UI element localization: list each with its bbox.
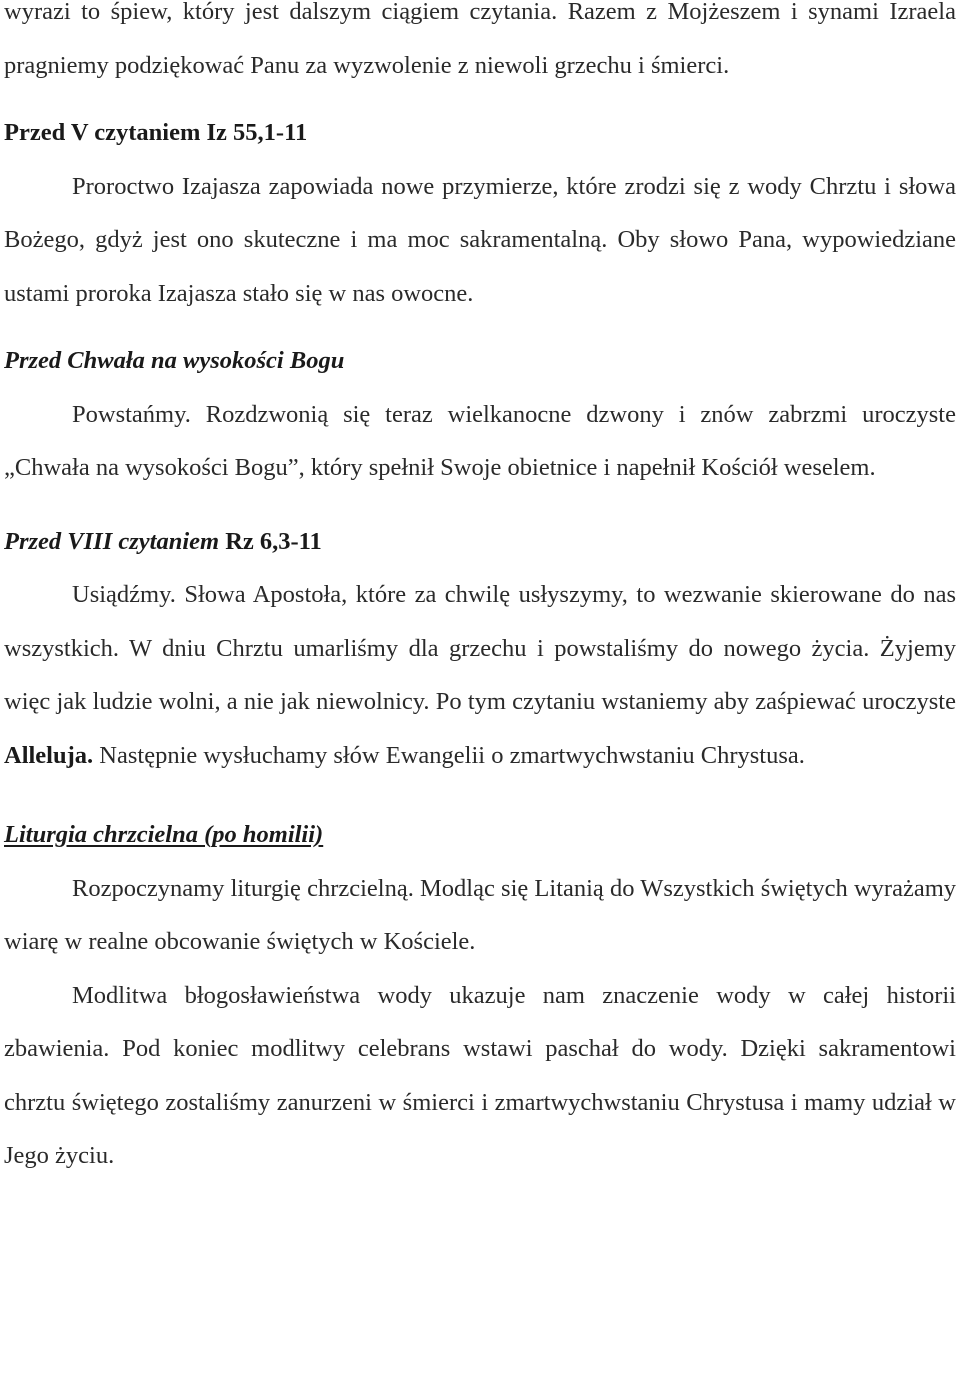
document-page xyxy=(4,0,956,1183)
reading-8-body-end: Następnie wysłuchamy słów Ewangelii o zmartwychwstaniu Chrystusa. xyxy=(93,741,805,769)
baptismal-paragraph-1: Rozpoczynamy liturgię chrzcielną. Modląc się Litanią do Wszystkich świętych wyrażamy wiarę w realne obcowanie świętych w Kościele. xyxy=(4,874,956,955)
reading-8-heading-ref: Rz 6,3-11 xyxy=(219,527,322,555)
baptismal-liturgy-heading-text: Liturgia chrzcielna (po homilii) xyxy=(4,821,324,848)
reading-5-body: Proroctwo Izajasza zapowiada nowe przymierze, które zrodzi się z wody Chrztu i słowa Bożego, gdyż jest ono skuteczne i ma moc sakramentalną. Oby słowo Pana, wypowiedziane ustami proroka Izajasza stało się w nas owocne. xyxy=(4,172,956,307)
baptismal-paragraph-2: Modlitwa błogosławieństwa wody ukazuje nam znaczenie wody w całej historii zbawienia. Pod koniec modlitwy celebrans wstawi paschał do wody. Dzięki sakramentowi chrztu świętego zostaliśmy zanurzeni w śmierci i zmartwychwstaniu Chrystusa i mamy udział w Jego życiu. xyxy=(4,981,956,1169)
baptismal-liturgy-heading xyxy=(4,808,956,862)
reading-8-body xyxy=(4,568,956,782)
reading-8-body-text: Usiądźmy. Słowa Apostoła, które za chwilę usłyszymy, to wezwanie skierowane do nas wszystkich. W dniu Chrztu umarliśmy dla grzechu i powstaliśmy do nowego życia. Żyjemy więc jak ludzie wolni, a nie jak niewolnicy. Po tym czytaniu wstaniemy aby zaśpiewać uroczyste xyxy=(4,581,956,715)
reading-8-heading-title: Przed VIII czytaniem xyxy=(4,527,220,555)
reading-5-heading: Przed V czytaniem Iz 55,1-11 xyxy=(4,119,308,146)
reading-8-heading xyxy=(4,515,956,569)
gloria-heading: Przed Chwała na wysokości Bogu xyxy=(4,347,345,374)
intro-continuation-paragraph: wyrazi to śpiew, który jest dalszym ciągiem czytania. Razem z Mojżeszem i synami Izraela pragniemy podziękować Panu za wyzwolenie z niewoli grzechu i śmierci. xyxy=(4,0,956,79)
gloria-body: Powstańmy. Rozdzwonią się teraz wielkanocne dzwony i znów zabrzmi uroczyste „Chwała na wysokości Bogu”, który spełnił Swoje obietnice i napełnił Kościół weselem. xyxy=(4,400,956,481)
alleluja-emphasis: Alleluja. xyxy=(4,741,94,769)
